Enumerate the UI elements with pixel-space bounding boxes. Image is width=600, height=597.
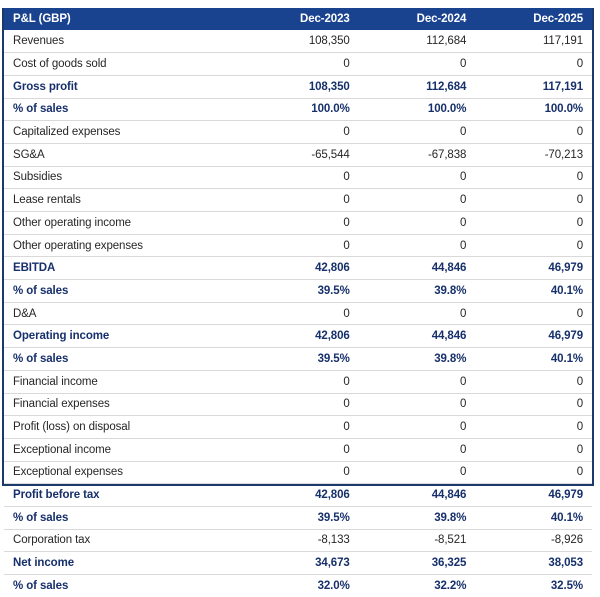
table-header [4,8,592,30]
row-value: 39.8% [359,280,476,303]
row-value: 36,325 [359,552,476,575]
row-value: 40.1% [475,506,592,529]
row-label: Financial income [4,370,242,393]
table-row [4,98,592,121]
row-value: 0 [359,166,476,189]
row-value: -70,213 [475,143,592,166]
row-value: 46,979 [475,484,592,507]
row-value: 0 [475,53,592,76]
row-label: Operating income [4,325,242,348]
row-value: 32.2% [359,575,476,597]
row-value: 0 [475,121,592,144]
table-row [4,393,592,416]
row-label: Gross profit [4,75,242,98]
row-value: 0 [242,370,359,393]
row-value: 100.0% [242,98,359,121]
table-row [4,302,592,325]
row-value: 0 [475,461,592,484]
table-row [4,189,592,212]
row-value: 0 [359,53,476,76]
row-label: % of sales [4,280,242,303]
row-label: Lease rentals [4,189,242,212]
column-header-dec-2023[interactable]: Dec-2023 [242,8,359,30]
row-label: Exceptional income [4,438,242,461]
row-label: % of sales [4,575,242,597]
row-value: 0 [359,438,476,461]
row-label: Net income [4,552,242,575]
row-value: 40.1% [475,280,592,303]
row-value: 42,806 [242,484,359,507]
row-label: Corporation tax [4,529,242,552]
row-value: 46,979 [475,325,592,348]
row-value: 32.5% [475,575,592,597]
row-value: 108,350 [242,75,359,98]
row-label: EBITDA [4,257,242,280]
row-value: 44,846 [359,484,476,507]
row-value: 100.0% [475,98,592,121]
row-value: 0 [242,416,359,439]
row-value: 0 [359,416,476,439]
row-value: 39.5% [242,506,359,529]
row-value: 0 [475,189,592,212]
row-label: Subsidies [4,166,242,189]
row-value: 0 [242,234,359,257]
row-value: 0 [242,189,359,212]
row-value: 0 [475,212,592,235]
row-label: Other operating income [4,212,242,235]
row-value: 0 [242,166,359,189]
row-value: -8,926 [475,529,592,552]
row-label: Profit before tax [4,484,242,507]
row-value: 0 [475,370,592,393]
row-value: 39.8% [359,348,476,371]
row-value: 0 [475,438,592,461]
row-value: 0 [475,416,592,439]
table-row [4,143,592,166]
table-row [4,416,592,439]
table-body [4,30,592,597]
row-value: 117,191 [475,75,592,98]
row-value: 100.0% [359,98,476,121]
row-label: % of sales [4,506,242,529]
row-label: Other operating expenses [4,234,242,257]
row-label: D&A [4,302,242,325]
table-row [4,438,592,461]
row-label: Cost of goods sold [4,53,242,76]
row-value: 0 [475,166,592,189]
table-row [4,53,592,76]
pl-statement-table [4,8,592,597]
row-value: -8,521 [359,529,476,552]
row-value: 38,053 [475,552,592,575]
row-value: 0 [242,302,359,325]
row-value: 108,350 [242,30,359,53]
row-value: 0 [359,302,476,325]
table-row [4,575,592,597]
table-row [4,552,592,575]
row-value: 0 [242,393,359,416]
row-label: SG&A [4,143,242,166]
table-row [4,30,592,53]
row-label: % of sales [4,348,242,371]
row-value: -8,133 [242,529,359,552]
row-value: 0 [475,302,592,325]
table-row [4,75,592,98]
row-value: 34,673 [242,552,359,575]
row-value: 46,979 [475,257,592,280]
column-header-dec-2024[interactable]: Dec-2024 [359,8,476,30]
row-value: -67,838 [359,143,476,166]
row-value: 112,684 [359,30,476,53]
row-value: 0 [359,461,476,484]
row-label: Profit (loss) on disposal [4,416,242,439]
column-header-dec-2025[interactable]: Dec-2025 [475,8,592,30]
row-value: 42,806 [242,257,359,280]
row-value: 40.1% [475,348,592,371]
row-value: 39.5% [242,348,359,371]
row-value: 0 [242,53,359,76]
row-value: 0 [359,121,476,144]
row-label: Exceptional expenses [4,461,242,484]
row-label: % of sales [4,98,242,121]
row-value: 0 [475,234,592,257]
table-row [4,166,592,189]
row-value: 44,846 [359,325,476,348]
table-row [4,234,592,257]
row-value: 0 [359,234,476,257]
row-value: 0 [359,370,476,393]
row-value: 0 [242,461,359,484]
row-value: 44,846 [359,257,476,280]
row-value: 0 [242,121,359,144]
row-value: 0 [359,212,476,235]
table-row [4,484,592,507]
table-row [4,280,592,303]
row-label: Capitalized expenses [4,121,242,144]
row-value: 117,191 [475,30,592,53]
row-value: -65,544 [242,143,359,166]
pl-statement-table-container [2,8,594,486]
row-value: 0 [359,189,476,212]
table-row [4,506,592,529]
table-row [4,212,592,235]
table-row [4,461,592,484]
table-row [4,325,592,348]
row-value: 32.0% [242,575,359,597]
row-value: 0 [242,438,359,461]
table-row [4,370,592,393]
row-value: 0 [475,393,592,416]
column-header-label[interactable]: P&L (GBP) [4,8,242,30]
row-value: 39.8% [359,506,476,529]
table-header-row [4,8,592,30]
table-row [4,257,592,280]
table-row [4,529,592,552]
row-value: 0 [359,393,476,416]
row-value: 0 [242,212,359,235]
row-value: 42,806 [242,325,359,348]
table-row [4,121,592,144]
row-value: 112,684 [359,75,476,98]
row-value: 39.5% [242,280,359,303]
row-label: Financial expenses [4,393,242,416]
table-row [4,348,592,371]
row-label: Revenues [4,30,242,53]
